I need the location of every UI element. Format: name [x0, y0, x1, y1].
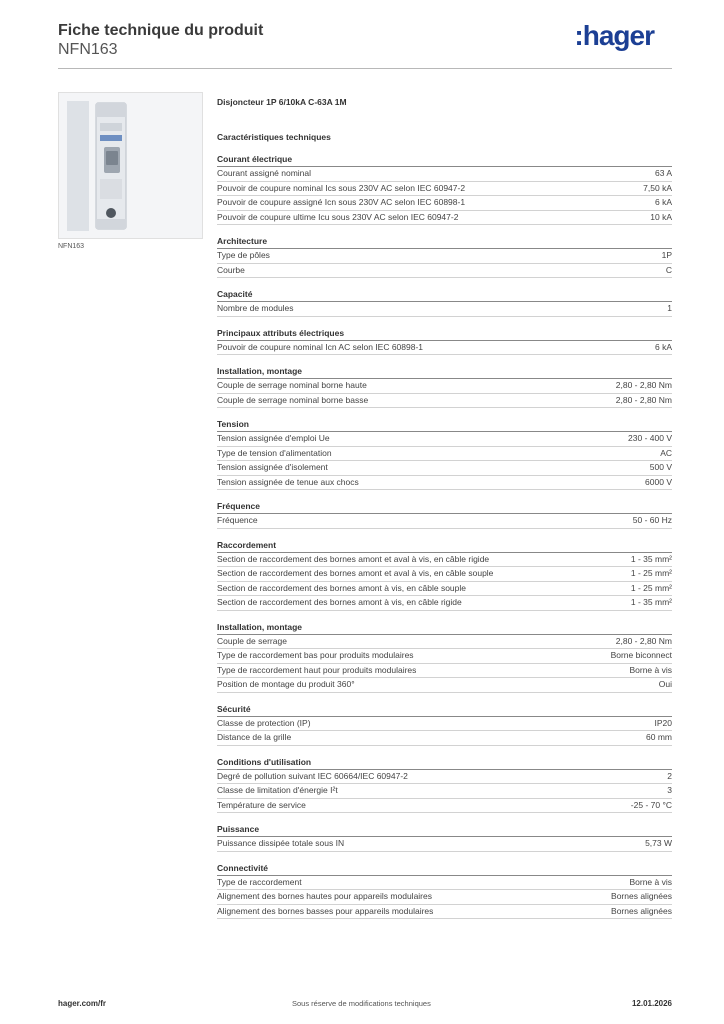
spec-row	[217, 876, 672, 891]
spec-row	[217, 182, 672, 197]
spec-label: Type de raccordement bas pour produits modulaires	[217, 650, 414, 660]
spec-row	[217, 890, 672, 905]
spec-value: 2,80 - 2,80 Nm	[615, 394, 672, 405]
spec-row	[217, 249, 672, 264]
spec-row	[217, 341, 672, 356]
spec-value: Borne à vis	[629, 664, 672, 675]
section-heading: Caractéristiques techniques	[217, 132, 331, 142]
spec-label: Position de montage du produit 360°	[217, 679, 355, 689]
spec-value: 1P	[661, 250, 672, 260]
footer-disclaimer: Sous réserve de modifications techniques	[292, 999, 431, 1008]
spec-value: 60 mm	[646, 732, 672, 742]
spec-group	[217, 288, 672, 317]
spec-row	[217, 784, 672, 799]
spec-value: C	[665, 264, 672, 275]
spec-row	[217, 167, 672, 182]
spec-group	[217, 418, 672, 490]
spec-value: 6000 V	[645, 476, 672, 487]
spec-group-title: Connectivité	[217, 862, 672, 876]
spec-row	[217, 264, 672, 279]
spec-group-title: Courant électrique	[217, 153, 672, 167]
spec-value: 1 - 35 mm²	[630, 597, 672, 607]
spec-value: Bornes alignées	[611, 891, 672, 901]
spec-label: Pouvoir de coupure ultime Icu sous 230V AC selon IEC 60947-2	[217, 211, 459, 222]
header-divider	[58, 68, 672, 69]
spec-row	[217, 678, 672, 693]
product-name: Disjoncteur 1P 6/10kA C-63A 1M	[217, 97, 347, 107]
spec-label: Alignement des bornes hautes pour appareils modulaires	[217, 891, 432, 901]
spec-value: 1	[667, 303, 672, 313]
spec-group-title: Installation, montage	[217, 365, 672, 379]
spec-label: Type de pôles	[217, 250, 270, 260]
spec-row	[217, 567, 672, 582]
spec-row	[217, 649, 672, 664]
spec-group-title: Architecture	[217, 235, 672, 249]
spec-groups	[217, 153, 672, 919]
spec-label: Courbe	[217, 264, 245, 275]
spec-row	[217, 379, 672, 394]
spec-row	[217, 717, 672, 732]
spec-label: Type de raccordement haut pour produits modulaires	[217, 664, 417, 675]
spec-row	[217, 211, 672, 226]
spec-label: Classe de limitation d'énergie I²t	[217, 785, 338, 795]
spec-group	[217, 703, 672, 746]
spec-value: 1 - 25 mm²	[630, 568, 672, 578]
spec-value: 1 - 35 mm²	[630, 553, 672, 564]
spec-label: Nombre de modules	[217, 303, 294, 313]
spec-group-title: Conditions d'utilisation	[217, 756, 672, 770]
spec-label: Section de raccordement des bornes amont à vis, en câble rigide	[217, 597, 462, 607]
spec-value: 3	[667, 785, 672, 795]
spec-value: 5,73 W	[645, 838, 672, 848]
spec-row	[217, 582, 672, 597]
spec-row	[217, 770, 672, 785]
technical-specifications	[217, 96, 672, 919]
spec-group-title: Installation, montage	[217, 621, 672, 635]
spec-value: 50 - 60 Hz	[632, 515, 672, 525]
spec-value: 2,80 - 2,80 Nm	[615, 635, 672, 646]
spec-row	[217, 635, 672, 650]
spec-group	[217, 621, 672, 693]
spec-group-title: Principaux attributs électriques	[217, 327, 672, 341]
spec-row	[217, 432, 672, 447]
spec-value: 6 kA	[654, 197, 672, 207]
spec-value: 500 V	[649, 462, 672, 472]
spec-group-title: Capacité	[217, 288, 672, 302]
spec-label: Tension assignée d'emploi Ue	[217, 433, 330, 443]
spec-row	[217, 596, 672, 611]
spec-value: 230 - 400 V	[628, 433, 672, 443]
spec-value: 2	[667, 770, 672, 781]
spec-label: Pouvoir de coupure assigné Icn sous 230V AC selon IEC 60898-1	[217, 197, 466, 207]
spec-group	[217, 823, 672, 852]
spec-value: 10 kA	[650, 211, 672, 222]
spec-group	[217, 365, 672, 408]
product-reference: NFN163	[58, 41, 118, 58]
footer-date: 12.01.2026	[631, 999, 672, 1008]
spec-value: AC	[660, 447, 672, 458]
spec-row	[217, 196, 672, 211]
spec-row	[217, 905, 672, 920]
spec-row	[217, 731, 672, 746]
spec-group	[217, 539, 672, 611]
hager-logo: :hager	[574, 20, 654, 51]
spec-label: Distance de la grille	[217, 732, 292, 742]
spec-label: Tension assignée de tenue aux chocs	[217, 476, 359, 487]
footer-website: hager.com/fr	[58, 999, 107, 1008]
spec-value: Borne à vis	[629, 876, 672, 887]
spec-value: 1 - 25 mm²	[630, 582, 672, 593]
spec-value: 7,50 kA	[643, 182, 672, 193]
spec-label: Couple de serrage	[217, 635, 287, 646]
spec-group	[217, 862, 672, 920]
page-header	[58, 20, 672, 70]
spec-label: Section de raccordement des bornes amont et aval à vis, en câble souple	[217, 568, 494, 578]
spec-label: Type de raccordement	[217, 876, 302, 887]
spec-group-title: Puissance	[217, 823, 672, 837]
spec-row	[217, 837, 672, 852]
document-title: Fiche technique du produit	[58, 22, 264, 39]
product-image-caption: NFN163	[58, 243, 85, 250]
spec-value: Oui	[658, 679, 672, 689]
spec-label: Degré de pollution suivant IEC 60664/IEC 60947-2	[217, 770, 408, 781]
spec-row	[217, 799, 672, 814]
spec-value: IP20	[654, 717, 672, 728]
spec-row	[217, 514, 672, 529]
spec-group	[217, 235, 672, 278]
spec-label: Puissance dissipée totale sous IN	[217, 838, 345, 848]
spec-label: Couple de serrage nominal borne haute	[217, 380, 367, 390]
spec-label: Pouvoir de coupure nominal Ics sous 230V AC selon IEC 60947-2	[217, 182, 466, 193]
spec-group-title: Raccordement	[217, 539, 672, 553]
spec-group	[217, 756, 672, 814]
spec-group	[217, 153, 672, 225]
spec-label: Alignement des bornes basses pour appareils modulaires	[217, 905, 434, 916]
spec-row	[217, 664, 672, 679]
spec-row	[217, 461, 672, 476]
spec-value: Bornes alignées	[611, 905, 672, 916]
spec-label: Section de raccordement des bornes amont à vis, en câble souple	[217, 582, 467, 593]
spec-value: Borne biconnect	[610, 650, 672, 660]
spec-group-title: Fréquence	[217, 500, 672, 514]
spec-row	[217, 476, 672, 491]
spec-row	[217, 447, 672, 462]
spec-label: Classe de protection (IP)	[217, 717, 311, 728]
spec-value: -25 - 70 °C	[630, 799, 672, 810]
spec-label: Section de raccordement des bornes amont et aval à vis, en câble rigide	[217, 553, 490, 564]
spec-value: 2,80 - 2,80 Nm	[615, 380, 672, 390]
spec-label: Couple de serrage nominal borne basse	[217, 394, 369, 405]
spec-label: Température de service	[217, 799, 306, 810]
spec-label: Type de tension d'alimentation	[217, 447, 332, 458]
spec-label: Courant assigné nominal	[217, 168, 312, 178]
spec-group	[217, 500, 672, 529]
spec-value: 63 A	[654, 168, 672, 178]
spec-label: Tension assignée d'isolement	[217, 462, 328, 472]
spec-group	[217, 327, 672, 356]
spec-value: 6 kA	[654, 341, 672, 352]
spec-group-title: Tension	[217, 418, 672, 432]
spec-group-title: Sécurité	[217, 703, 672, 717]
spec-label: Fréquence	[217, 515, 258, 525]
circuit-breaker-illustration	[59, 93, 202, 238]
spec-row	[217, 553, 672, 568]
spec-row	[217, 302, 672, 317]
product-image	[58, 92, 203, 239]
spec-label: Pouvoir de coupure nominal Icn AC selon IEC 60898-1	[217, 341, 424, 352]
spec-row	[217, 394, 672, 409]
